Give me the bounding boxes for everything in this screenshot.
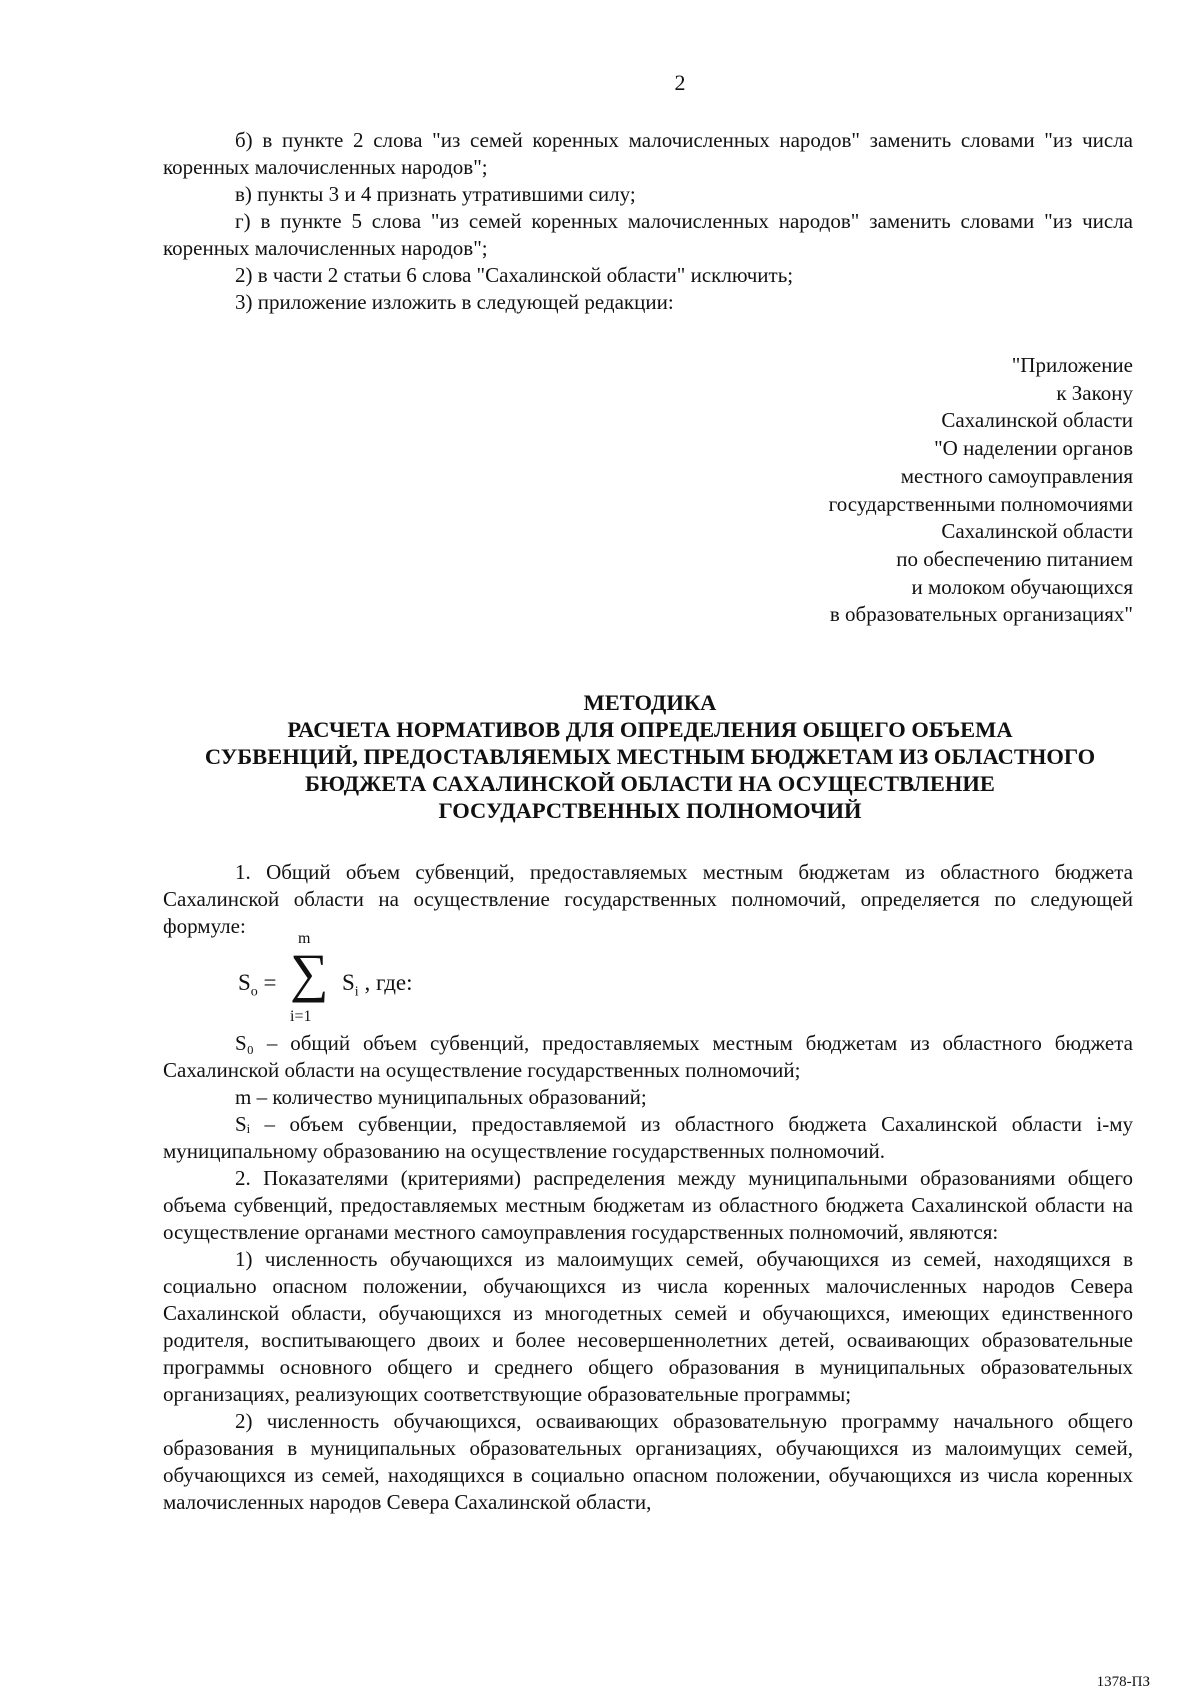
sigma-symbol: ∑: [290, 943, 329, 1003]
appendix-line: местного самоуправления: [900, 463, 1133, 488]
criterion-2: 2) численность обучающихся, осваивающих образовательную программу начального общего образования в муниципальных образовательных организациях, обучающихся из малоимущих семей, обучающихся из семей, находящихся в социально опасном положении, обучающихся из числа коренных малочисленных народов Севера Сахалинской области,: [163, 1409, 1133, 1514]
formula-term: $S_i$ , где:: [342, 970, 413, 1000]
definition-s0: S₀ – общий объем субвенций, предоставляемых местным бюджетам из областного бюджета Сахалинской области на осуществление государственных полномочий;: [163, 1031, 1133, 1082]
document-code: 1378-ПЗ: [1096, 1674, 1150, 1690]
definitions-block: [163, 1030, 1133, 1516]
sum-lower-limit: i=1: [290, 1008, 312, 1025]
amendment-3: 3) приложение изложить в следующей редакции:: [235, 290, 674, 314]
para1-text: 1. Общий объем субвенций, предоставляемых местным бюджетам из областного бюджета Сахалинской области на осуществление государственных полномочий, определяется по следующей формуле:: [163, 860, 1133, 938]
title-line: МЕТОДИКА: [583, 690, 717, 715]
sum-upper-limit: m: [298, 930, 311, 947]
definition-m: m – количество муниципальных образований;: [235, 1085, 647, 1109]
appendix-line: к Закону: [1056, 380, 1133, 405]
title-line: ГОСУДАРСТВЕННЫХ ПОЛНОМОЧИЙ: [438, 798, 862, 823]
page-number: 2: [674, 70, 686, 95]
amendment-v: в) пункты 3 и 4 признать утратившими силу;: [235, 182, 636, 206]
appendix-line: Сахалинской области: [941, 408, 1133, 433]
title-line: БЮДЖЕТА САХАЛИНСКОЙ ОБЛАСТИ НА ОСУЩЕСТВЛЕНИЕ: [305, 771, 995, 796]
appendix-line: государственными полномочиями: [828, 491, 1133, 516]
paragraph-1: [163, 859, 1133, 940]
sum-formula: [238, 930, 498, 1028]
title-line: РАСЧЕТА НОРМАТИВОВ ДЛЯ ОПРЕДЕЛЕНИЯ ОБЩЕГО ОБЪЕМА: [287, 717, 1013, 742]
amendments-block: [163, 127, 1133, 316]
title-line: СУБВЕНЦИЙ, ПРЕДОСТАВЛЯЕМЫХ МЕСТНЫМ БЮДЖЕТАМ ИЗ ОБЛАСТНОГО: [204, 744, 1096, 769]
amendment-g: г) в пункте 5 слова "из семей коренных малочисленных народов" заменить словами "из числа коренных малочисленных народов";: [163, 209, 1133, 260]
amendment-2: 2) в части 2 статьи 6 слова "Сахалинской области" исключить;: [235, 263, 794, 287]
formula-lhs: $S_o$ =: [238, 970, 277, 1000]
appendix-line: Сахалинской области: [941, 519, 1133, 544]
appendix-line: в образовательных организациях": [829, 602, 1133, 627]
appendix-line: "Приложение: [1011, 353, 1133, 377]
amendment-b: б) в пункте 2 слова "из семей коренных малочисленных народов" заменить словами "из числа коренных малочисленных народов";: [163, 128, 1133, 179]
criterion-1: 1) численность обучающихся из малоимущих семей, обучающихся из семей, находящихся в социально опасном положении, обучающихся из числа коренных малочисленных народов Севера Сахалинской области, обучающихся из многодетных семей и обучающихся, имеющих единственного родителя, воспитывающего двоих и более несовершеннолетних детей, осваивающих образовательные программы основного общего и среднего общего образования в муниципальных образовательных организациях, реализующих соответствующие образовательные программы;: [163, 1247, 1133, 1406]
methodology-title: [150, 689, 1150, 824]
definition-si: Sᵢ – объем субвенции, предоставляемой из областного бюджета Сахалинской области i-му муниципальному образованию на осуществление государственных полномочий.: [163, 1112, 1133, 1163]
appendix-line: и молоком обучающихся: [911, 574, 1133, 599]
paragraph-2: 2. Показателями (критериями) распределения между муниципальными образованиями общего объема субвенций, предоставляемых местным бюджетам из областного бюджета Сахалинской области на осуществление органами местного самоуправления государственных полномочий, являются:: [163, 1166, 1133, 1244]
appendix-header: [720, 352, 1133, 629]
appendix-line: "О наделении органов: [934, 436, 1133, 461]
appendix-line: по обеспечению питанием: [896, 546, 1133, 571]
